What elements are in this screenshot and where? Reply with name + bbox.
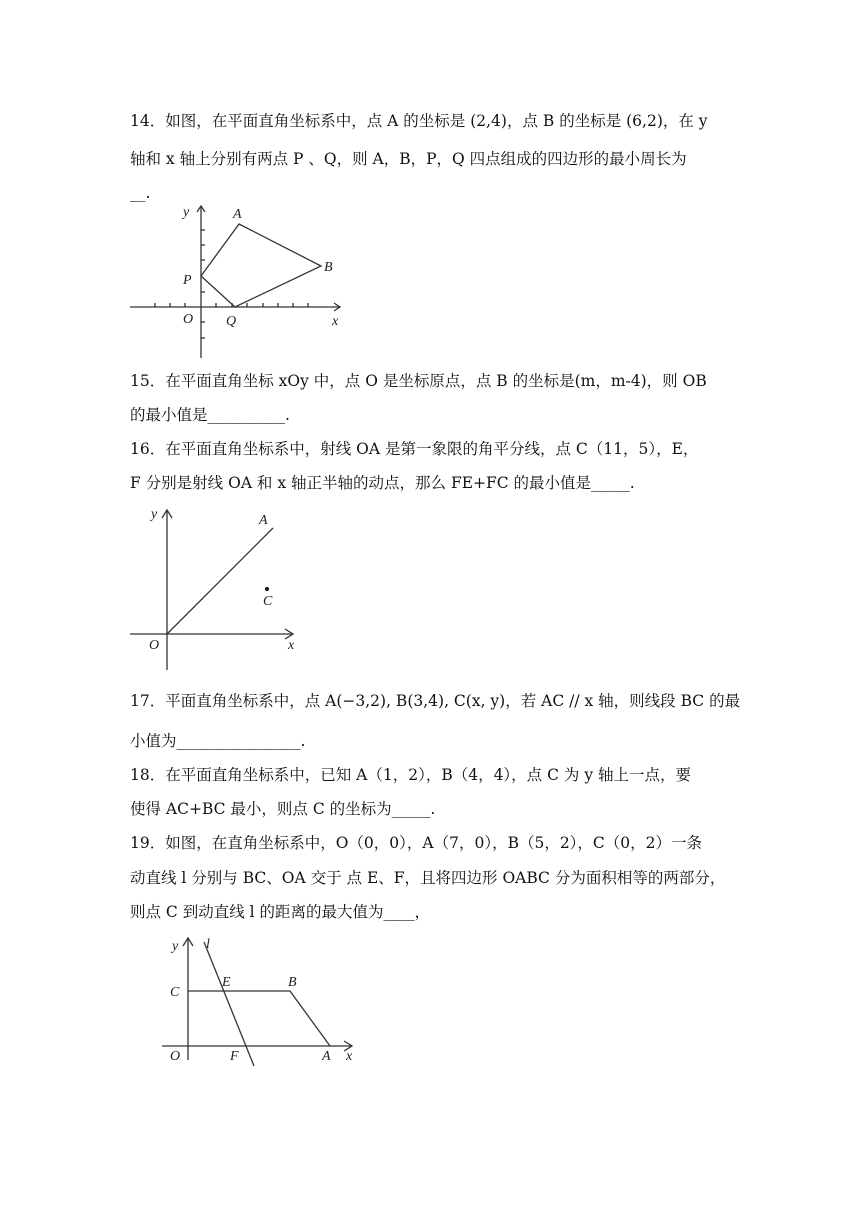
q19-line-1: 19．如图，在直角坐标系中，O（0，0），A（7，0），B（5，2），C（0，2）一条 — [130, 834, 703, 852]
figure-14 — [125, 200, 355, 362]
fig16-label-A: A — [259, 513, 268, 528]
q17-line-1: 17．平面直角坐标系中，点 A(−3,2), B(3,4), C(x, y)，若 AC // x 轴，则线段 BC 的最 — [130, 692, 741, 710]
fig19-label-F: F — [230, 1049, 239, 1064]
fig14-label-y: y — [183, 205, 190, 220]
q16-line-2: F 分别是射线 OA 和 x 轴正半轴的动点，那么 FE+FC 的最小值是_____. — [130, 474, 635, 492]
fig14-label-B: B — [324, 260, 333, 275]
fig14-label-O: O — [183, 312, 194, 327]
fig16-label-y: y — [151, 507, 158, 522]
q14-line-1: 14．如图，在平面直角坐标系中，点 A 的坐标是 (2,4)，点 B 的坐标是 (6,2)，在 y — [130, 112, 708, 130]
fig19-label-y: y — [172, 939, 179, 954]
fig16-label-O: O — [149, 638, 160, 653]
fig16-label-x: x — [288, 638, 295, 653]
q14-line-2: 轴和 x 轴上分别有两点 P 、Q，则 A，B，P，Q 四点组成的四边形的最小周长为 — [130, 150, 687, 168]
fig19-label-E: E — [222, 975, 231, 990]
fig19-label-x: x — [346, 1049, 353, 1064]
fig14-label-x: x — [332, 314, 339, 329]
figure-19 — [160, 930, 370, 1070]
q19-line-3: 则点 C 到动直线 l 的距离的最大值为____， — [130, 903, 431, 921]
fig19-label-O: O — [170, 1049, 181, 1064]
fig14-label-P: P — [183, 273, 192, 288]
q16-line-1: 16．在平面直角坐标系中，射线 OA 是第一象限的角平分线，点 C（11，5），E， — [130, 440, 699, 458]
q15-line-2: 的最小值是__________. — [130, 406, 290, 424]
q19-line-2: 动直线 l 分别与 BC、OA 交于 点 E、F，且将四边形 OABC 分为面积相等的两部分， — [130, 869, 726, 887]
q17-line-2: 小值为________________. — [130, 732, 306, 750]
fig14-label-Q: Q — [226, 314, 237, 329]
q18-line-2: 使得 AC+BC 最小，则点 C 的坐标为_____. — [130, 800, 436, 818]
q18-line-1: 18．在平面直角坐标系中，已知 A（1，2），B（4，4），点 C 为 y 轴上一点，要 — [130, 766, 692, 784]
fig19-label-A: A — [322, 1049, 331, 1064]
fig19-label-l: l — [206, 937, 210, 952]
q15-line-1: 15．在平面直角坐标 xOy 中，点 O 是坐标原点，点 B 的坐标是(m，m-4)，则 OB — [130, 372, 707, 390]
q14-line-3: __. — [130, 184, 151, 202]
fig16-point-C — [265, 587, 269, 591]
fig16-label-C: C — [263, 594, 273, 609]
fig19-label-C: C — [170, 985, 180, 1000]
fig19-label-B: B — [288, 975, 297, 990]
figure-16 — [125, 502, 305, 672]
fig14-label-A: A — [233, 207, 242, 222]
